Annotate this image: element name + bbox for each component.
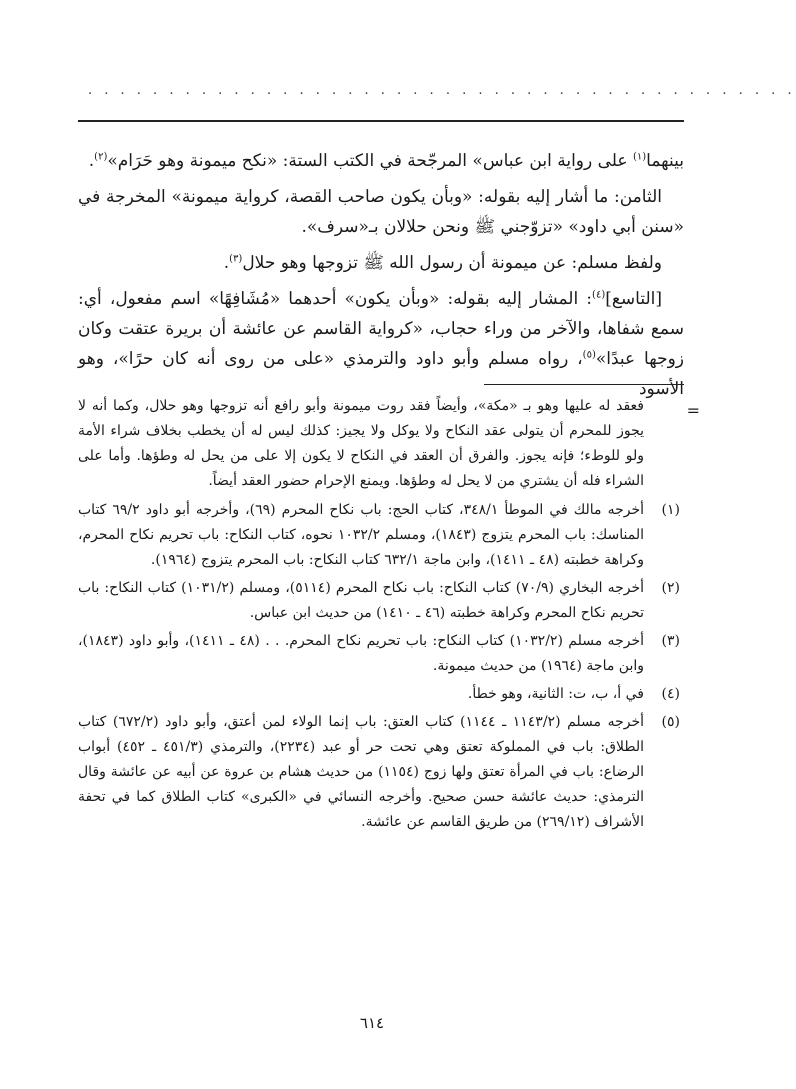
- footnote-ref-5[interactable]: (٥): [582, 349, 596, 361]
- footnote-ref-3[interactable]: (٣): [229, 253, 243, 265]
- main-paragraph-4: [التاسع]$^{(٤)}$: المشار إليه بقوله: «وبأن يكون» أحدهما «مُشَافِهًا» اسم مفعول، أي: سمع شفاها، والآخر من وراء حجاب، «كرواية القاسم عن عائشة أن بريرة عتقت وكان زوجها عبدًا»$^{(٥)}$، رواه مسلم وأبو داود والترمذي «على من روى أنه كان حرًا»، وهو الأسود: [78, 289, 685, 399]
- footnote-2: (٢) أخرجه البخاري (٧٠/٩) كتاب النكاح: باب نكاح المحرم (٥١١٤)، ومسلم (١٠٣١/٢) كتاب النكاح: باب تحريم نكاح المحرم وكراهة خطبته (٤٦ ـ ١٤١٠) من حديث ابن عباس.: [78, 576, 684, 626]
- main-paragraph-3: ولفظ مسلم: عن ميمونة أن رسول الله ﷺ تزوجها وهو حلال$^{(٣)}$.: [223, 253, 662, 273]
- continuation-mark: =: [686, 401, 700, 420]
- header-rule: [78, 120, 684, 122]
- footnote-number: (٢): [661, 580, 680, 596]
- footnote-3: (٣) أخرجه مسلم (١٠٣٢/٢) كتاب النكاح: باب تحريم نكاح المحرم. . . (٤٨ ـ ١٤١١)، وأبو داود (١٨٤٣)، وابن ماجة (١٩٦٤) من حديث ميمونة.: [78, 629, 684, 679]
- footnote-number: (٥): [661, 714, 680, 730]
- footnote-number: (٤): [661, 686, 680, 702]
- footnote-5: (٥) أخرجه مسلم (١١٤٣/٢ ـ ١١٤٤) كتاب العتق: باب إنما الولاء لمن أعتق، وأبو داود (٦٧٢/٢) كتاب الطلاق: باب في المملوكة تعتق وهي تحت حر أو عبد (٢٢٣٤)، والترمذي (٤٥١/٣ ـ ٤٥٢) أبواب الرضاع: باب في المرأة تعتق ولها زوج (١١٥٤) من حديث هشام بن عروة عن أبيه عن عائشة وقال الترمذي: حديث عائشة حسن صحيح. وأخرجه النسائي في «الكبرى» كتاب الطلاق كما في تحفة الأشراف (٢٦٩/١٢) من طريق القاسم عن عائشة.: [78, 710, 684, 835]
- footnote-number: (٣): [661, 633, 680, 649]
- footnote-ref-1[interactable]: (١): [632, 151, 647, 163]
- footnote-continuation: = فعقد له عليها وهو بـ «مكة»، وأيضاً فقد روت ميمونة وأبو رافع أنه تزوجها وهو حلال، وكما أنه لا يجوز للمحرم أن يتولى عقد النكاح ولا يوكل ولا يجيز: كذلك ليس له أن يخطب بخلاف شراء الأمة ولو للوطء؛ فإنه يجوز. والفرق أن العقد في النكاح لا يكون إلا على من يحل له وطؤها. وأما على الشراء فله أن يشتري من لا يحل له وطؤها. ويمنع الإحرام حضور العقد أيضاً.: [78, 398, 700, 489]
- footnote-ref-4[interactable]: (٤): [592, 289, 606, 301]
- footnote-separator: [484, 384, 684, 385]
- main-text: [78, 146, 684, 410]
- footnote-1: (١) أخرجه مالك في الموطأ ٣٤٨/١، كتاب الحج: باب نكاح المحرم (٦٩)، وأخرجه أبو داود ٦٩/٢ كتاب المناسك: باب المحرم يتزوج (١٨٤٣)، ومسلم ١٠٣٢/٢ نحوه، كتاب النكاح: باب تحريم نكاح المحرم، وكراهة خطبته (٤٨ ـ ١٤١١)، وابن ماجة ٦٣٢/١ كتاب النكاح: باب المحرم يتزوج (١٩٦٤).: [78, 498, 684, 573]
- header-dotted-line: . . . . . . . . . . . . . . . . . . . . . . . . . . . . . . . . . . . . . . . . . . . .: [88, 83, 796, 98]
- footnote-4: (٤) في أ، ب، ت: الثانية، وهو خطأ.: [78, 682, 684, 707]
- page-number: ٦١٤: [359, 1014, 385, 1032]
- main-paragraph-2: الثامن: ما أشار إليه بقوله: «وبأن يكون صاحب القصة، كرواية ميمونة» المخرجة في «سنن أبي داود» «تزوّجني ﷺ ونحن حلالان بـ«سرف».: [78, 187, 684, 237]
- footnote-number: (١): [661, 502, 680, 518]
- footnote-ref-2[interactable]: (٢): [94, 151, 108, 163]
- main-paragraph-1: بينهما$^{(١)}$ على رواية ابن عباس» المرجّحة في الكتب الستة: «نكح ميمونة وهو حَرَام»$^{(٢)}$.: [88, 151, 684, 171]
- footnotes: [78, 394, 700, 838]
